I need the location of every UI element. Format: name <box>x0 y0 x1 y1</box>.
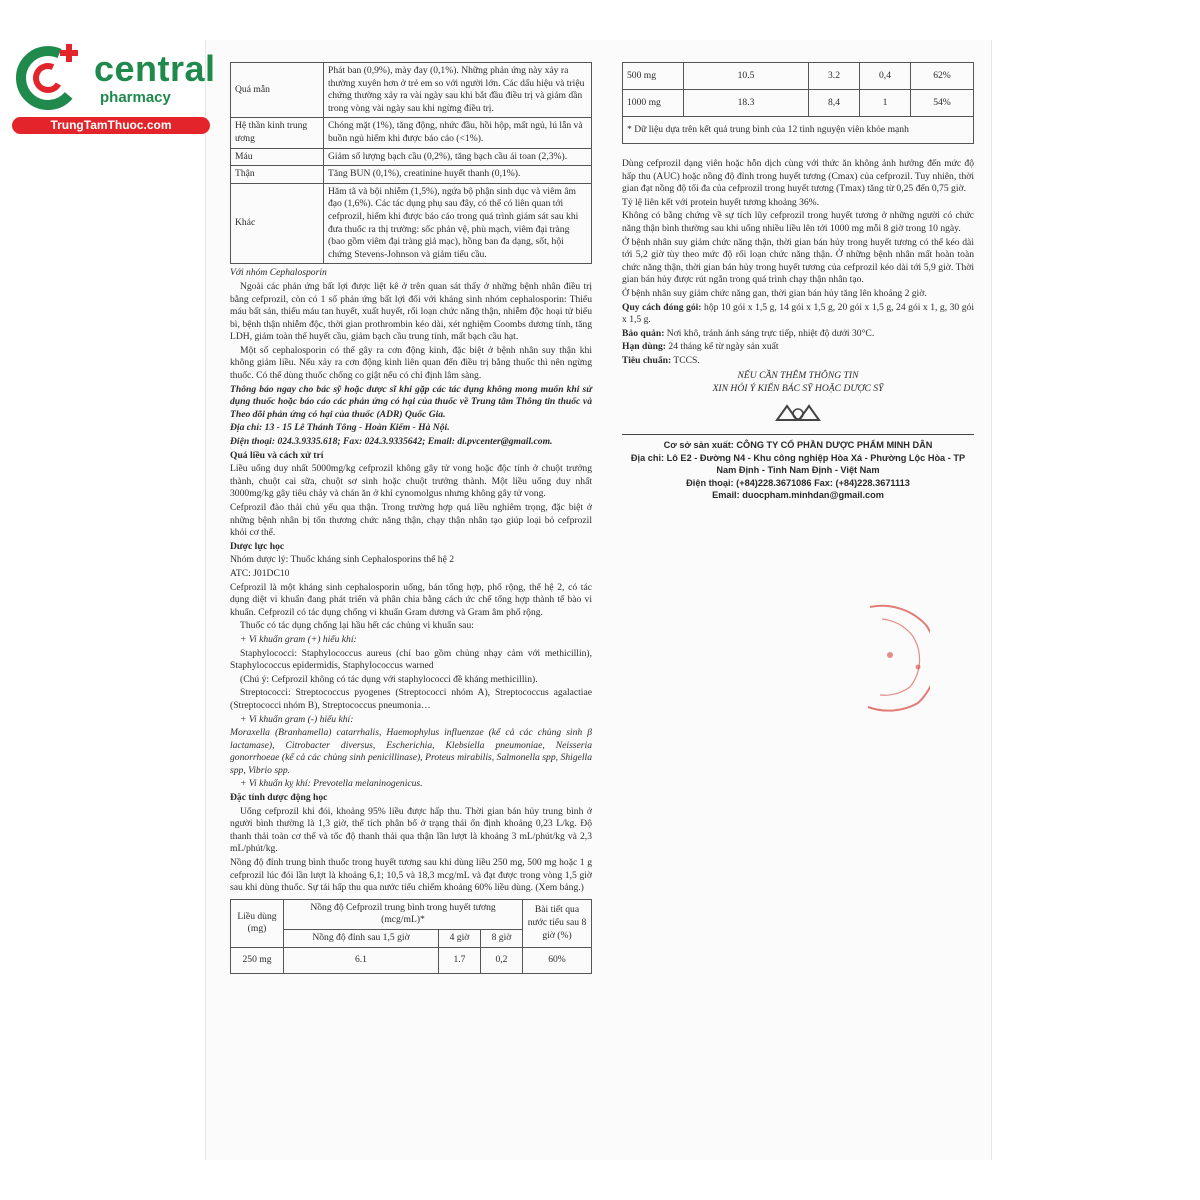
pk-cell: 62% <box>911 63 974 90</box>
ae-text: Giảm số lượng bạch cầu (0,2%), tăng bạch cầu ái toan (2,3%). <box>324 148 592 166</box>
packaging-label: Quy cách đóng gói: <box>622 301 702 313</box>
pk-cell: 3.2 <box>809 63 860 90</box>
ae-text: Tăng BUN (0,1%), creatinine huyết thanh (0,1%). <box>324 166 592 184</box>
pd-paragraph-2: Thuốc có tác dụng chống lại hầu hết các chủng vi khuẩn sau: <box>240 620 474 632</box>
right-column <box>622 62 974 501</box>
pk-cell: 10.5 <box>684 63 809 90</box>
pk-cell: 1 <box>860 90 911 117</box>
overdose-title: Quá liều và cách xử trí <box>230 449 324 461</box>
ae-text: Chóng mặt (1%), tăng động, nhức đầu, hồi hộp, mất ngủ, lú lẫn và buồn ngủ hiếm khi được báo cáo (<1%). <box>324 118 592 148</box>
divider <box>622 434 974 435</box>
ae-label: Khác <box>231 183 324 264</box>
ae-text: Phát ban (0,9%), mày đay (0,1%). Những phản ứng này xảy ra thường xuyên hơn ở trẻ em so với người lớn. Các dấu hiệu và triệu chứng thường xảy ra vài ngày sau khi bắt đầu điều trị và giảm dần trong vòng vài ngày sau khi ngừng điều trị. <box>324 63 592 118</box>
pk-header-8h: 8 giờ <box>480 930 522 948</box>
storage-label: Bảo quản: <box>622 327 665 339</box>
adr-notice: Thông báo ngay cho bác sỹ hoặc dược sĩ khi gặp các tác dụng không mong muốn khi sử dụng thuốc hoặc báo cáo các phản ứng có hại của thuốc về Trung tâm Thông tin thuốc và Theo dõi phản ứng có hại của thuốc (ADR) Quốc Gia. <box>230 383 592 420</box>
pk-cell: 60% <box>523 947 592 973</box>
overdose-paragraph-2: Cefprozil đào thải chủ yếu qua thận. Trong trường hợp quá liều nghiêm trọng, đặc biệt ở những bệnh nhân bị tổn thương chức năng thận, chạy thận nhân tạo giúp loại bỏ cefprozil khỏi cơ thể. <box>230 502 592 539</box>
pk-table-continued <box>622 62 974 144</box>
overdose-paragraph-1: Liều uống duy nhất 5000mg/kg cefprozil không gây tử vong hoặc độc tính ở chuột trưởng thành, chuột cai sữa, chuột sơ sinh hoặc chuột trưởng thành. Một liều uống duy nhất 3000mg/kg gây tiêu chảy và chán ăn ở khỉ cynomolgus nhưng không gây tử vong. <box>230 463 592 500</box>
advice-line-1: NẾU CẦN THÊM THÔNG TIN <box>737 369 859 381</box>
pk-paragraph-1: Uống cefprozil khi đói, khoảng 95% liều được hấp thu. Thời gian bán hủy trung bình ở người bình thường là 1,3 giờ, thể tích phân bố ở trạng thái ổn định khoảng 0,23 L/kg. Độ thanh thải toàn cơ thể và tốc độ thanh thải qua thận lần lượt là khoảng 3 mL/phút/kg và 2,3 mL/phút/kg. <box>230 805 592 855</box>
table-row <box>231 118 592 148</box>
pk-header-dose: Liều dùng (mg) <box>231 899 284 947</box>
right-paragraph-3: Không có bằng chứng về sự tích lũy cefprozil trong huyết tương ở những người có chức năng thận bình thường sau khi uống nhiều liều lên tới 1000 mg mỗi 8 giờ trong 10 ngày. <box>622 210 974 234</box>
brand-mark-icon <box>12 40 88 116</box>
pk-header-urine: Bài tiết qua nước tiểu sau 8 giờ (%) <box>523 899 592 947</box>
table-row <box>623 117 974 144</box>
pd-group: Nhóm dược lý: Thuốc kháng sinh Cephalosporins thế hệ 2 <box>230 554 455 566</box>
table-row <box>623 63 974 90</box>
expiry-value: 24 tháng kể từ ngày sản xuất <box>668 341 779 353</box>
gram-negative-heading: + Vi khuẩn gram (-) hiếu khí: <box>240 713 354 725</box>
pd-paragraph-1: Cefprozil là một kháng sinh cephalosporin uống, bán tổng hợp, phổ rộng, thế hệ 2, có tác dụng diệt vi khuẩn đang phát triển và phân chia bằng cách ức chế tổng hợp thành tế bào vi khuẩn. Cefprozil có tác dụng chống vi khuẩn Gram dương và Gram âm phổ rộng. <box>230 581 592 618</box>
manufacturer-logo-icon <box>773 400 823 426</box>
standard-line <box>622 355 974 368</box>
brand-name: central <box>94 48 216 89</box>
staph-list: Staphylococci: Staphylococcus aureus (chỉ bao gồm chủng nhạy cảm với methicillin), Staphylococcus epidermidis, Staphylococcus warned <box>230 647 592 672</box>
expiry-line <box>622 341 974 354</box>
table-row <box>231 63 592 118</box>
table-row <box>231 183 592 264</box>
gram-positive-heading: + Vi khuẩn gram (+) hiếu khí: <box>240 633 357 645</box>
pk-title: Đặc tính dược động học <box>230 792 328 804</box>
pk-cell: 1000 mg <box>623 90 684 117</box>
gram-negative-list: Moraxella (Branhamella) catarrhalis, Haemophylus influenzae (kể cả các chủng sinh β lactamase), Citrobacter diversus, Escherichia, Klebsiella pneumoniae, Neisseria gonorrhoeae (kể cả các chủng sinh penicillinase), Proteus mirabilis, Salmonella spp, Shigella spp, Vibrio spp. <box>230 727 592 776</box>
pk-cell: 54% <box>911 90 974 117</box>
packaging-line <box>622 302 974 327</box>
ceph-paragraph-2: Một số cephalosporin có thể gây ra cơn động kinh, đặc biệt ở bệnh nhân suy thận khi không giảm liều. Nếu xảy ra cơn động kinh liên quan đến điều trị bằng thuốc thì nên ngừng thuốc. Có thể dùng thuốc chống co giật nếu có chỉ định lâm sàng. <box>230 344 592 382</box>
pk-cell: 8,4 <box>809 90 860 117</box>
pk-paragraph-2: Nồng độ đỉnh trung bình thuốc trong huyết tương sau khi dùng liều 250 mg, 500 mg hoặc 1 g cefprozil lúc đói lần lượt là khoảng 6,1; 10,5 và 18,3 mcg/mL và đạt được trong vòng 1,5 giờ sau khi dùng thuốc. Sự tái hấp thu qua nước tiểu chiếm khoảng 60% liều dùng. (Xem bảng.) <box>230 857 592 894</box>
ceph-paragraph-1: Ngoài các phản ứng bất lợi được liệt kê ở trên quan sát thấy ở những bệnh nhân điều trị bằng cefprozil, còn có 1 số phản ứng bất lợi đối với kháng sinh nhóm cephalosporin: Thiếu máu bất sản, thiếu máu tan huyết, xuất huyết, rối loạn chức năng thận, nhiễm độc hoại tử biểu bì, bệnh thận nhiễm độc, thời gian prothrombin kéo dài, xét nghiệm Coombs dương tính, tăng LDH, giảm toàn thể huyết cầu, giảm bạch cầu trung tính, mất bạch cầu hạt. <box>230 280 592 343</box>
storage-line <box>622 328 974 341</box>
table-row <box>231 148 592 166</box>
pk-cell: 250 mg <box>231 947 284 973</box>
right-paragraph-5: Ở bệnh nhân suy giảm chức năng gan, thời gian bán hủy tăng lên khoảng 2 giờ. <box>622 287 927 299</box>
pk-header-peak: Nồng độ đỉnh sau 1,5 giờ <box>284 930 439 948</box>
strep-list: Streptococci: Streptococcus pyogenes (Streptococci nhóm A), Streptococcus agalactiae (Streptococci nhóm B), Streptococcus pneumonia… <box>230 687 592 711</box>
table-row <box>231 947 592 973</box>
pk-header-4h: 4 giờ <box>438 930 480 948</box>
standard-label: Tiêu chuẩn: <box>622 354 672 366</box>
pk-cell: 0,2 <box>480 947 522 973</box>
pk-table <box>230 899 592 974</box>
adr-address: Địa chỉ: 13 - 15 Lê Thánh Tông - Hoàn Kiếm - Hà Nội. <box>230 422 450 434</box>
brand-sub: pharmacy <box>100 89 171 106</box>
pk-cell: 1.7 <box>438 947 480 973</box>
table-row <box>231 166 592 184</box>
storage-value: Nơi khô, tránh ánh sáng trực tiếp, nhiệt độ dưới 30°C. <box>666 327 875 339</box>
adr-contact: Điện thoại: 024.3.9335.618; Fax: 024.3.9335642; Email: di.pvcenter@gmail.com. <box>230 436 553 448</box>
ae-label: Quá mẫn <box>231 63 324 118</box>
manufacturer-name: Cơ sở sản xuất: CÔNG TY CỔ PHẦN DƯỢC PHẨM MINH DÂN <box>663 440 933 451</box>
manufacturer-block <box>622 439 974 501</box>
ae-label: Hệ thần kinh trung ương <box>231 118 324 148</box>
expiry-label: Hạn dùng: <box>622 341 666 353</box>
advice-line-2: XIN HỎI Ý KIẾN BÁC SỸ HOẶC DƯỢC SỸ <box>712 383 884 395</box>
pk-cell: 18.3 <box>684 90 809 117</box>
pk-header-conc: Nồng độ Cefprozil trung bình trong huyết tương (mcg/mL)* <box>284 899 523 929</box>
standard-value: TCCS. <box>673 354 700 366</box>
manufacturer-phone: Điện thoại: (+84)228.3671086 Fax: (+84)228.3671113 <box>686 477 910 488</box>
company-stamp-icon <box>860 595 930 715</box>
ceph-title: Với nhóm Cephalosporin <box>230 267 327 279</box>
brand-logo[interactable] <box>12 40 216 135</box>
ae-label: Máu <box>231 148 324 166</box>
manufacturer-email: Email: duocpham.minhdan@gmail.com <box>712 489 884 500</box>
manufacturer-address-1: Địa chỉ: Lô E2 - Đường N4 - Khu công nghiệp Hòa Xá - Phường Lộc Hòa - TP <box>630 452 966 463</box>
adverse-effects-table <box>230 62 592 264</box>
anaerobe-line: + Vi khuẩn kỵ khí: Prevotella melaninogenicus. <box>240 778 423 790</box>
pd-title: Dược lực học <box>230 540 285 552</box>
right-paragraph-1: Dùng cefprozil dạng viên hoặc hỗn dịch cùng với thức ăn không ảnh hưởng đến mức độ hấp thu (AUC) hoặc nồng độ đỉnh trong huyết tương (Cmax) của cefprozil. Tuy nhiên, thời gian đạt nồng độ tối đa của cefprozil trong huyết tương (Tmax) tăng từ 0,25 đến 0,75 giờ. <box>622 158 974 195</box>
ae-text: Hăm tã và bội nhiễm (1,5%), ngứa bộ phận sinh dục và viêm âm đạo (1,6%). Các tác dụng phụ sau đây, có thể có liên quan tới cefprozil, hiếm khi được báo cáo trong quá trình giám sát sau khi đưa thuốc ra thị trường: sốc phản vệ, phù mạch, viêm đại tràng (bao gồm viêm đại tràng giả mạc), hồng ban đa dạng, sốt, hội chứng Stevens-Johnson và giảm tiểu cầu. <box>324 183 592 264</box>
staph-note: (Chú ý: Cefprozil không có tác dụng với staphylococci đề kháng methicillin). <box>240 673 538 685</box>
right-paragraph-4: Ở bệnh nhân suy giảm chức năng thận, thời gian bán hủy trong huyết tương có thể kéo dài tới 5,2 giờ tùy theo mức độ rối loạn chức năng thận. Ở những bệnh nhân mất hoàn toàn chức năng thận, thời gian bán hủy trong huyết tương của cefprozil kéo dài tới 5,9 giờ. Thời gian bán hủy được rút ngắn trong quá trình chạy thận nhân tạo. <box>622 236 974 286</box>
left-column <box>230 62 592 974</box>
pk-footnote: * Dữ liệu dựa trên kết quả trung bình của 12 tình nguyện viên khỏe mạnh <box>623 117 974 144</box>
manufacturer-address-2: Nam Định - Tỉnh Nam Định - Việt Nam <box>716 465 880 476</box>
pd-atc: ATC: J01DC10 <box>230 567 290 579</box>
table-row <box>623 90 974 117</box>
packaging-value: hộp 10 gói x 1,5 g, 14 gói x 1,5 g, 20 gói x 1,5 g, 24 gói x 1, g, 30 gói x 1,5 g. <box>622 301 974 326</box>
pk-cell: 0,4 <box>860 63 911 90</box>
right-paragraph-2: Tỷ lệ liên kết với protein huyết tương khoảng 36%. <box>622 196 820 208</box>
pk-cell: 500 mg <box>623 63 684 90</box>
pk-cell: 6.1 <box>284 947 439 973</box>
table-row <box>231 899 592 929</box>
brand-site[interactable]: TrungTamThuoc.com <box>12 117 210 134</box>
ae-label: Thận <box>231 166 324 184</box>
